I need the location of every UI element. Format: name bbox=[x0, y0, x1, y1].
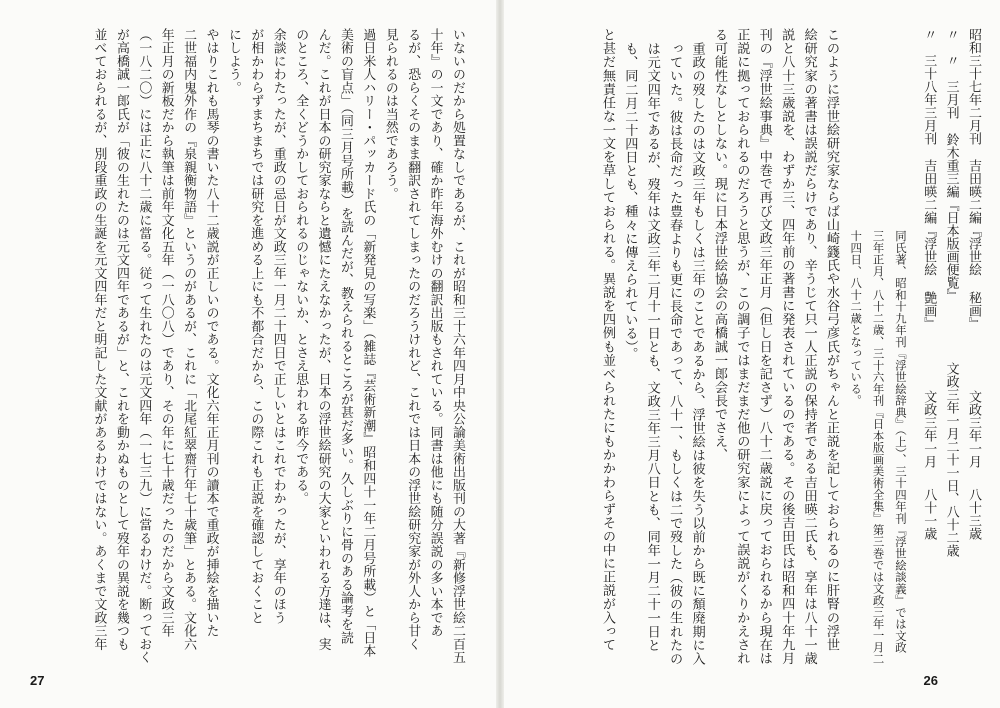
body-line: 見られるのは当然であろう。 bbox=[382, 28, 398, 201]
bib-source: 吉田暎二編『浮世絵 艶画』 bbox=[921, 159, 937, 330]
body-line: が相かわらずまちまちでは研究を進める上にも不都合だから、この際これも正説を確認しておくこと bbox=[248, 28, 264, 625]
bib-age: 八十一歳 bbox=[921, 488, 937, 540]
note-line: 十四日、八十二歳となっている。 bbox=[849, 230, 864, 407]
body-line: 美術の盲点」（同三月号所載）を読んだが、教えられるところが甚だ多い。久しぶりに骨のある論考を読 bbox=[337, 28, 353, 645]
quote-line: は元文四年であるが、歿年は文政三年二月十一日とも、文政三年三月八日とも、同年一月二十一日と bbox=[644, 42, 660, 652]
bib-age: 八十二歳 bbox=[943, 505, 959, 557]
body-line: 十年』の一文であり、確か昨年海外むけの翻訳出版もされている。同書は他にも随分誤説の多い本であ bbox=[427, 28, 443, 638]
body-line: 過日米人ハリー・パッカード氏の「新発見の写楽」（雑誌『芸術新潮』昭和四十一年二月号所載）と「日本 bbox=[360, 28, 376, 658]
quote-line: っていた。彼は長命だった豊春よりも更に長命であって、八十一、もしくは二で歿した（彼の生れたの bbox=[667, 42, 683, 666]
bib-source: 鈴木重三編『日本版画便覧』 bbox=[943, 133, 959, 302]
bib-source: 吉田暎二編『浮世絵 秘画』 bbox=[966, 159, 981, 330]
body-line: が高橋誠一郎氏が「彼の生れたのは元文四年であるが」と、これを動かぬものとして歿年の異説を幾つも bbox=[113, 28, 129, 651]
bib-date: 〃 三十八年三月刊 bbox=[921, 28, 937, 145]
bibliography-note bbox=[845, 230, 912, 670]
body-line: 二世福内鬼外作の『泉親衡物語』というのがあるが、これに「北尾紅翠齋行年七十歳筆」とある。文化六 bbox=[181, 28, 197, 651]
body-line: 余談にわたったが、重政の忌日が文政三年一月二十四日で正しいとはこれでわかったが、享年のほう bbox=[270, 28, 286, 625]
body-line: んだ。これが日本の研究家ならと遺憾にたえなかったが、日本の浮世絵研究の大家といわれる方達は、実 bbox=[315, 28, 331, 651]
body-line: 刊の『浮世絵事典』中巻で再び文政三年正月（但し日を記さず）八十二歳説に戻っておられるから現在は bbox=[756, 28, 772, 665]
left-body-text bbox=[87, 28, 468, 668]
bib-death-date: 文政三年一月 bbox=[921, 390, 937, 468]
body-line: 説と八十三歳説を、わずか三、四年前の著書に発表されているのである。その後吉田氏は昭和四十年九月 bbox=[779, 28, 795, 665]
bib-date: 昭和三十七年二月刊 bbox=[966, 28, 981, 145]
page-number: 27 bbox=[30, 673, 45, 688]
quote-line: 重政の歿したのは文政三年もしくは三年のことであるから、浮世絵は彼を失う以前から既に頽廃期に入 bbox=[689, 42, 705, 666]
body-line: このように浮世絵研究家ならば山崎籛氏や水谷弓彦氏がちゃんと正説を記しておられるのに肝腎の浮世 bbox=[824, 28, 839, 652]
body-line: にしよう。 bbox=[225, 28, 241, 95]
body-line: 並べておられるが、別段重政の生誕を元文四年だと明記した文献があるわけではない。あくまで文政三年 bbox=[91, 28, 107, 651]
body-line: （一八二〇）には正に八十二歳に當る。従って生れたのは元文四年（一七三九）に當るわけだ。断っておく bbox=[136, 28, 152, 664]
bib-entry-1 bbox=[962, 28, 984, 668]
body-line: るが、恐らくそのまま翻訳されてしまったのだろうけれど、これでは日本の浮世絵研究家が外人から甘く bbox=[405, 28, 421, 651]
page-26 bbox=[500, 0, 1000, 708]
bib-date: 〃 〃 三月刊 bbox=[943, 28, 959, 119]
note-line: 三年正月、八十二歳、三十六年刊『日本版画美術全集』第三巻では文政三年一月二 bbox=[871, 230, 886, 665]
quote-line: も、同二月二十四日とも、種々に傳えられている）。 bbox=[622, 42, 638, 361]
bib-entry-2 bbox=[939, 28, 961, 668]
bib-entry-3 bbox=[917, 28, 939, 668]
body-line: る可能性なしとしない。現に日本浮世絵協会の高橋誠一郎会長でさえ、 bbox=[711, 28, 727, 462]
body-line: 年正月の新板だから執筆は前年文化五年（一八〇八）であり、その年に七十歳だったのだから文政三年 bbox=[158, 28, 174, 638]
bib-death-date: 文政三年一月 bbox=[966, 390, 981, 468]
body-line: のところ、全くどうかしておられるのじゃないか、とさえ思われる昨今である。 bbox=[293, 28, 309, 505]
right-body-text bbox=[596, 28, 842, 668]
bib-death-date: 文政三年一月二十一日、 bbox=[943, 362, 959, 505]
body-line: いないのだから処置なしであるが、これが昭和三十六年四月中央公論美術出版刊の大著『新修浮世絵二百五 bbox=[450, 28, 465, 664]
body-line: 正説に拠っておられるのだろうと思うが、この調子ではまだまだ他の研究家によって誤説がくりかえされ bbox=[734, 28, 750, 665]
body-line: 絵研究家の著書は誤説だらけであり、辛うじて只一人正説の保持者である吉田暎二氏も、享年は八十一歳 bbox=[801, 28, 817, 665]
bibliography-list bbox=[917, 28, 984, 668]
body-line: と甚だ無責任な一文を草しておられる。異説を四例も並べられたにもかかわらずその中に正説が入って bbox=[599, 28, 615, 652]
body-line: やはりこれも馬琴の書いた八十二歳説が正しいのである。文化六年正月刊の讀本で重政が挿絵を描いた bbox=[203, 28, 219, 638]
page-number: 26 bbox=[923, 673, 938, 688]
note-line: 同氏著、昭和十九年刊『浮世絵辞典』（上）、三十四年刊『浮世絵談義』では文政 bbox=[894, 230, 908, 654]
bib-age: 八十三歳 bbox=[966, 488, 981, 540]
